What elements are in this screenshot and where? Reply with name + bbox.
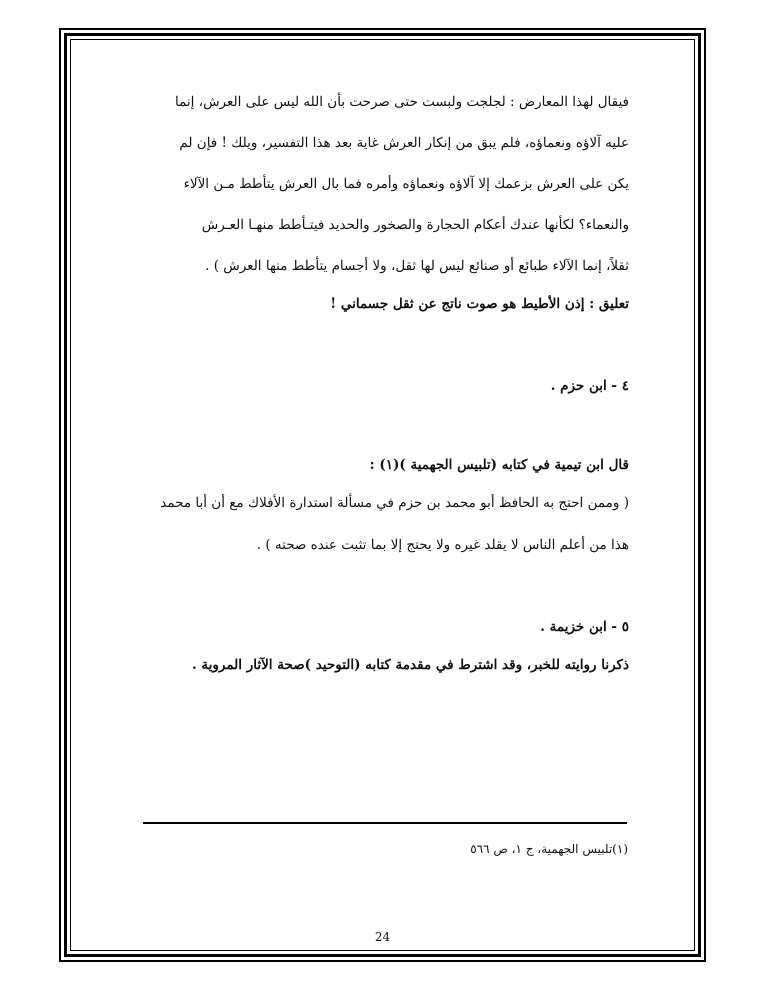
quote-line: ( وممن احتج به الحافظ أبو محمد بن حزم في مسألة استدارة الأفلاك مع أن أبا محمد xyxy=(160,495,629,511)
paragraph-line: يكن على العرش بزعمك إلا آلاؤه ونعماؤه وأمره فما بال العرش يتأطط مـن الآلاء xyxy=(183,176,629,192)
section-text-ibn-khuzayma: ذكرنا روايته للخبر، وقد اشترط في مقدمة كتابه (التوحيد )صحة الآثار المروية . xyxy=(191,657,629,673)
quote-line: هذا من أعلم الناس لا يقلد غيره ولا يحتج إلا بما تثبت عنده صحته ) . xyxy=(256,537,629,553)
ibn-taymiyya-heading: قال ابن تيمية في كتابه (تلبيس الجهمية )(١) : xyxy=(369,457,629,473)
paragraph-line: عليه آلاؤه ونعماؤه، فلم يبق من إنكار العرش غاية بعد هذا التفسير، ويلك ! فإن لم xyxy=(179,135,629,151)
paragraph-line: والنعماء؟ لكأنها عندك أعكام الحجارة والصخور والحديد فيتـأطط منهـا العـرش xyxy=(201,217,629,233)
section-heading-ibn-khuzayma: ٥ - ابن خزيمة . xyxy=(540,619,629,635)
paragraph-line: فيقال لهذا المعارض : لجلجت ولبست حتى صرحت بأن الله ليس على العرش، إنما xyxy=(175,94,629,110)
footnote: (١)تلبيس الجهمية، ج ١، ص ٥٦٦ xyxy=(470,842,628,856)
page-number: 24 xyxy=(374,930,391,944)
comment-line: تعليق : إذن الأطيط هو صوت ناتج عن ثقل جسماني ! xyxy=(330,296,629,312)
footnote-divider xyxy=(143,822,627,824)
section-heading-ibn-hazm: ٤ - ابن حزم . xyxy=(550,378,629,394)
paragraph-line: ثقلاً، إنما الآلاء طبائع أو صنائع ليس لها ثقل، ولا أجسام يتأطط منها العرش ) . xyxy=(205,258,629,274)
